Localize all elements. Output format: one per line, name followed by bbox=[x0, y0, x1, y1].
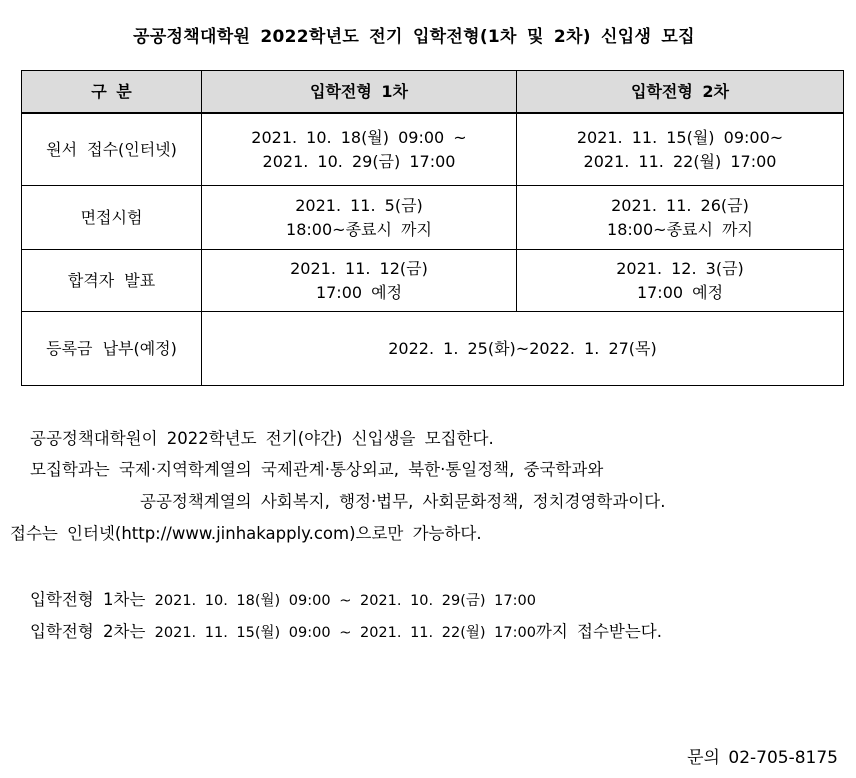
header-round-2: 입학전형 2차 bbox=[517, 71, 844, 114]
round-1-cell bbox=[202, 250, 517, 312]
cell-line: 2021. 12. 3(금) bbox=[616, 258, 744, 278]
contact-phone: 문의 02-705-8175 bbox=[687, 748, 838, 768]
cell-line: 2021. 11. 15(월) 09:00~ bbox=[576, 127, 784, 147]
round-2-prefix: 입학전형 2차는 bbox=[30, 622, 146, 641]
page-title: 공공정책대학원 2022학년도 전기 입학전형(1차 및 2차) 신입생 모집 bbox=[133, 27, 695, 47]
departments-line-2: 공공정책계열의 사회복지, 행정·법무, 사회문화정책, 정치경영학과이다. bbox=[140, 492, 666, 511]
row-label: 합격자 발표 bbox=[22, 250, 202, 312]
round-1-cell bbox=[202, 186, 517, 250]
round-2-cell bbox=[517, 250, 844, 312]
round-1-dates: 2021. 10. 18(월) 09:00 ~ 2021. 10. 29(금) 17:00 bbox=[154, 593, 536, 609]
round-1-cell bbox=[202, 113, 517, 186]
merged-cell: 2022. 1. 25(화)~2022. 1. 27(목) bbox=[202, 312, 844, 386]
cell-line: 2021. 11. 26(금) bbox=[611, 195, 749, 215]
table-row bbox=[22, 113, 844, 186]
round-2-dates: 2021. 11. 15(월) 09:00 ~ 2021. 11. 22(월) 17:00 bbox=[154, 625, 536, 641]
cell-line: 18:00~종료시 까지 bbox=[607, 219, 753, 239]
table-row bbox=[22, 250, 844, 312]
schedule-table bbox=[21, 70, 844, 386]
round-2-cell bbox=[517, 186, 844, 250]
table-row bbox=[22, 312, 844, 386]
cell-line: 2021. 11. 12(금) bbox=[290, 258, 428, 278]
table-header-row bbox=[22, 71, 844, 114]
round-1-notice bbox=[30, 586, 536, 610]
header-category: 구 분 bbox=[22, 71, 202, 114]
round-2-cell bbox=[517, 113, 844, 186]
round-1-prefix: 입학전형 1차는 bbox=[30, 590, 146, 609]
row-label: 등록금 납부(예정) bbox=[22, 312, 202, 386]
cell-line: 18:00~종료시 까지 bbox=[286, 219, 432, 239]
cell-line: 17:00 예정 bbox=[315, 282, 403, 302]
row-label: 면접시험 bbox=[22, 186, 202, 250]
cell-line: 2021. 11. 5(금) bbox=[295, 195, 423, 215]
cell-line: 2021. 10. 18(월) 09:00 ~ bbox=[251, 127, 467, 147]
application-line: 접수는 인터넷(http://www.jinhakapply.com)으로만 가능하다. bbox=[10, 524, 482, 543]
round-2-notice bbox=[30, 618, 662, 642]
departments-line-1: 모집학과는 국제·지역학계열의 국제관계·통상외교, 북한·통일정책, 중국학과와 bbox=[30, 460, 604, 479]
row-label: 원서 접수(인터넷) bbox=[22, 113, 202, 186]
table-row bbox=[22, 186, 844, 250]
cell-line: 2021. 11. 22(월) 17:00 bbox=[583, 151, 777, 171]
round-2-suffix: 까지 접수받는다. bbox=[535, 622, 662, 641]
intro-line: 공공정책대학원이 2022학년도 전기(야간) 신입생을 모집한다. bbox=[30, 429, 494, 448]
cell-line: 2021. 10. 29(금) 17:00 bbox=[262, 151, 456, 171]
header-round-1: 입학전형 1차 bbox=[202, 71, 517, 114]
cell-line: 17:00 예정 bbox=[636, 282, 724, 302]
